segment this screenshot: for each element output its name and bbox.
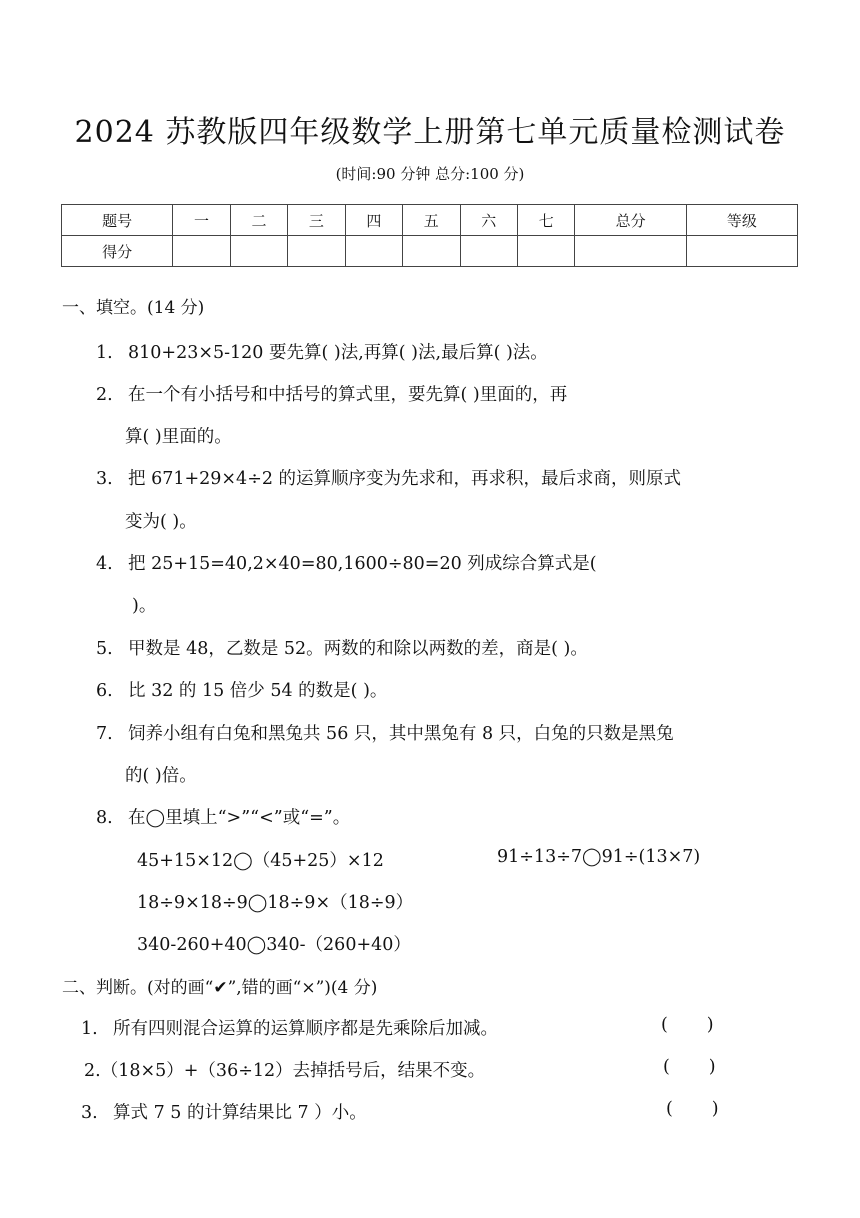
question-7 <box>96 720 674 745</box>
header-cell: 二 <box>230 205 287 236</box>
score-cell <box>686 236 797 267</box>
question-3 <box>96 465 681 490</box>
question-number: 1. <box>96 343 113 363</box>
header-cell: 一 <box>173 205 230 236</box>
question-3-continuation: 变为( )。 <box>125 512 197 532</box>
score-cell <box>460 236 517 267</box>
question-2-continuation: 算( )里面的。 <box>125 427 232 447</box>
score-cell <box>288 236 345 267</box>
header-cell: 五 <box>403 205 460 236</box>
question-4 <box>96 550 597 575</box>
compare-item: 91÷13÷7◯91÷(13×7) <box>497 847 701 867</box>
score-cell <box>230 236 287 267</box>
question-text: （18×5）+（36÷12）去掉括号后，结果不变。 <box>100 1061 486 1081</box>
question-text: 把 671+29×4÷2 的运算顺序变为先求和，再求积，最后求商，则原式 <box>128 469 682 489</box>
header-cell: 题号 <box>62 205 173 236</box>
header-cell: 六 <box>460 205 517 236</box>
exam-info: (时间:90 分钟 总分:100 分) <box>335 165 525 183</box>
answer-bracket: ( ) <box>661 1015 714 1035</box>
judgement-item <box>81 1099 367 1124</box>
question-text: 把 25+15=40,2×40=80,1600÷80=20 列成综合算式是( <box>128 554 597 574</box>
compare-item: 340-260+40◯340-（260+40） <box>137 935 411 955</box>
header-cell: 总分 <box>575 205 686 236</box>
score-table-header-row <box>62 205 798 236</box>
question-text: 所有四则混合运算的运算顺序都是先乘除后加减。 <box>113 1019 498 1039</box>
header-cell: 等级 <box>686 205 797 236</box>
question-text: 比 32 的 15 倍少 54 的数是( )。 <box>128 681 388 701</box>
question-5 <box>96 635 588 660</box>
answer-bracket: ( ) <box>666 1099 719 1119</box>
question-number: 7. <box>96 724 113 744</box>
score-table-score-row <box>62 236 798 267</box>
score-cell <box>345 236 402 267</box>
question-number: 6. <box>96 681 113 701</box>
judgement-item <box>84 1057 485 1082</box>
score-cell <box>403 236 460 267</box>
question-number: 3. <box>81 1103 98 1123</box>
question-number: 4. <box>96 554 113 574</box>
score-table <box>61 204 798 267</box>
answer-bracket: ( ) <box>663 1057 716 1077</box>
question-2 <box>96 381 567 406</box>
question-number: 2. <box>96 385 113 405</box>
question-number: 1. <box>81 1019 98 1039</box>
section-heading-fill-blank: 一、填空。(14 分) <box>62 298 205 318</box>
header-cell: 四 <box>345 205 402 236</box>
question-text: 在◯里填上“>”“<”或“=”。 <box>128 808 351 828</box>
question-4-continuation: )。 <box>132 596 157 616</box>
score-cell <box>517 236 574 267</box>
question-number: 5. <box>96 639 113 659</box>
header-cell: 七 <box>517 205 574 236</box>
question-number: 3. <box>96 469 113 489</box>
question-number: 8. <box>96 808 113 828</box>
question-8 <box>96 804 350 829</box>
question-text: 甲数是 48，乙数是 52。两数的和除以两数的差，商是( )。 <box>128 639 588 659</box>
compare-item: 45+15×12◯（45+25）×12 <box>137 851 384 871</box>
question-text: 算式 7 5 的计算结果比 7 ）小。 <box>113 1103 367 1123</box>
question-text: 饲养小组有白兔和黑兔共 56 只，其中黑兔有 8 只，白兔的只数是黑兔 <box>128 724 674 744</box>
question-text: 在一个有小括号和中括号的算式里，要先算( )里面的，再 <box>128 385 568 405</box>
page-title: 2024 苏教版四年级数学上册第七单元质量检测试卷 <box>74 115 786 150</box>
score-row-label: 得分 <box>62 236 173 267</box>
compare-item: 18÷9×18÷9◯18÷9×（18÷9） <box>137 893 414 913</box>
question-7-continuation: 的( )倍。 <box>125 766 197 786</box>
question-1 <box>96 339 548 364</box>
question-6 <box>96 677 387 702</box>
section-heading-judgement: 二、判断。(对的画“✔”,错的画“×”)(4 分) <box>62 978 378 998</box>
header-cell: 三 <box>288 205 345 236</box>
score-cell <box>173 236 230 267</box>
question-text: 810+23×5-120 要先算( )法,再算( )法,最后算( )法。 <box>128 343 548 363</box>
judgement-item <box>81 1015 498 1040</box>
score-cell <box>575 236 686 267</box>
question-number: 2. <box>84 1061 101 1081</box>
